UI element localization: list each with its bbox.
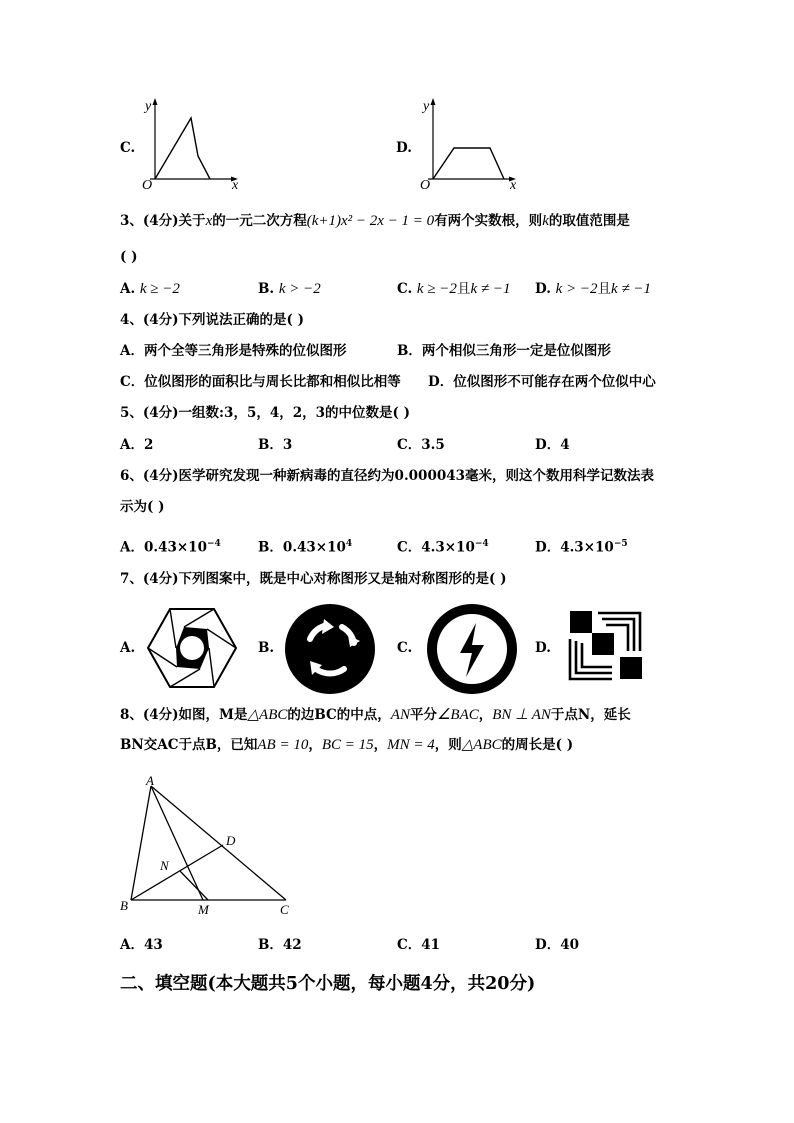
q3-answer-paren: ( ) [120, 249, 138, 265]
q6-option-b[interactable]: B．$0.43\times 10^4$ [258, 539, 353, 556]
q5-option-c[interactable]: C．3.5 [397, 437, 445, 453]
lightning-circle-icon[interactable] [426, 603, 518, 695]
origin-label: O [420, 178, 431, 192]
q4-option-a[interactable]: A．两个全等三角形是特殊的位似图形 [120, 343, 347, 359]
point-d-label: D [226, 833, 236, 848]
axis-x-label: x [510, 178, 517, 192]
q8-option-a[interactable]: A．43 [120, 937, 163, 953]
q3-stem: 3、(4分)关于x的一元二次方程(k+1)x² − 2x − 1 = 0有两个实数根，则k的取值范围是 [120, 213, 630, 229]
q5-option-b[interactable]: B．3 [258, 437, 293, 453]
q4-option-b[interactable]: B．两个相似三角形一定是位似图形 [397, 343, 611, 359]
q5-option-a[interactable]: A．2 [120, 437, 154, 453]
q2-option-c-label: C. [120, 140, 136, 156]
vertex-c-label: C [280, 902, 289, 917]
origin-label: O [142, 178, 153, 192]
point-n-label: N [160, 858, 169, 873]
q8-stem-line2: BN交AC于点B，已知AB = 10，BC = 15，MN = 4，则△ABC的周长是( ) [120, 737, 574, 753]
q6-option-a[interactable]: A．$0.43\times 10^{-4}$ [120, 539, 221, 556]
q4-stem: 4、(4分)下列说法正确的是( ) [120, 312, 305, 328]
q8-option-b[interactable]: B．42 [258, 937, 302, 953]
q6-option-c[interactable]: C．$4.3\times 10^{-4}$ [397, 539, 489, 556]
q2-graph-c [138, 96, 248, 192]
q8-option-c[interactable]: C．41 [397, 937, 441, 953]
q4-option-c[interactable]: C．位似图形的面积比与周长比都和相似比相等 [120, 374, 401, 390]
vertex-a-label: A [146, 773, 154, 788]
q5-stem: 5、(4分)一组数:3，5，4，2，3的中位数是( ) [120, 405, 410, 421]
q7-option-a-label[interactable]: A. [120, 640, 136, 656]
q7-option-b-label[interactable]: B. [258, 640, 275, 656]
q2-graph-d [416, 96, 526, 192]
vertex-b-label: B [120, 898, 128, 913]
q6-stem-line2: 示为( ) [120, 499, 165, 515]
q5-option-d[interactable]: D．4 [535, 437, 570, 453]
q6-option-d[interactable]: D．$4.3\times 10^{-5}$ [535, 539, 628, 556]
q3-option-c[interactable]: C. k ≥ −2且k ≠ −1 [397, 281, 511, 297]
q7-option-c-label[interactable]: C. [397, 640, 413, 656]
q8-option-d[interactable]: D．40 [535, 937, 579, 953]
axis-y-label: y [423, 99, 430, 114]
q7-stem: 7、(4分)下列图案中，既是中心对称图形又是轴对称图形的是( ) [120, 571, 507, 587]
axis-y-label: y [145, 99, 152, 114]
q8-stem-line1: 8、(4分)如图，M是△ABC的边BC的中点，AN平分∠BAC，BN ⊥ AN于点N，延长 [120, 707, 631, 723]
point-m-label: M [198, 902, 209, 917]
q7-option-d-label[interactable]: D. [535, 640, 551, 656]
squares-stripes-icon[interactable] [566, 609, 646, 683]
q2-option-d-label: D. [396, 140, 412, 156]
hexagon-aperture-icon[interactable] [146, 607, 238, 689]
q3-option-b[interactable]: B. k > −2 [258, 281, 321, 297]
q3-option-a[interactable]: A. k ≥ −2 [120, 281, 180, 297]
axis-x-label: x [232, 178, 239, 192]
q3-option-d[interactable]: D. k > −2且k ≠ −1 [535, 281, 652, 297]
section2-title: 二、填空题(本大题共5个小题，每小题4分，共20分) [120, 974, 536, 994]
q4-option-d[interactable]: D．位似图形不可能存在两个位似中心 [428, 374, 656, 390]
q8-triangle-figure [112, 772, 302, 920]
q6-stem-line1: 6、(4分)医学研究发现一种新病毒的直径约为0.000043毫米，则这个数用科学记数法表 [120, 468, 655, 484]
circular-arrows-icon[interactable] [284, 603, 376, 695]
